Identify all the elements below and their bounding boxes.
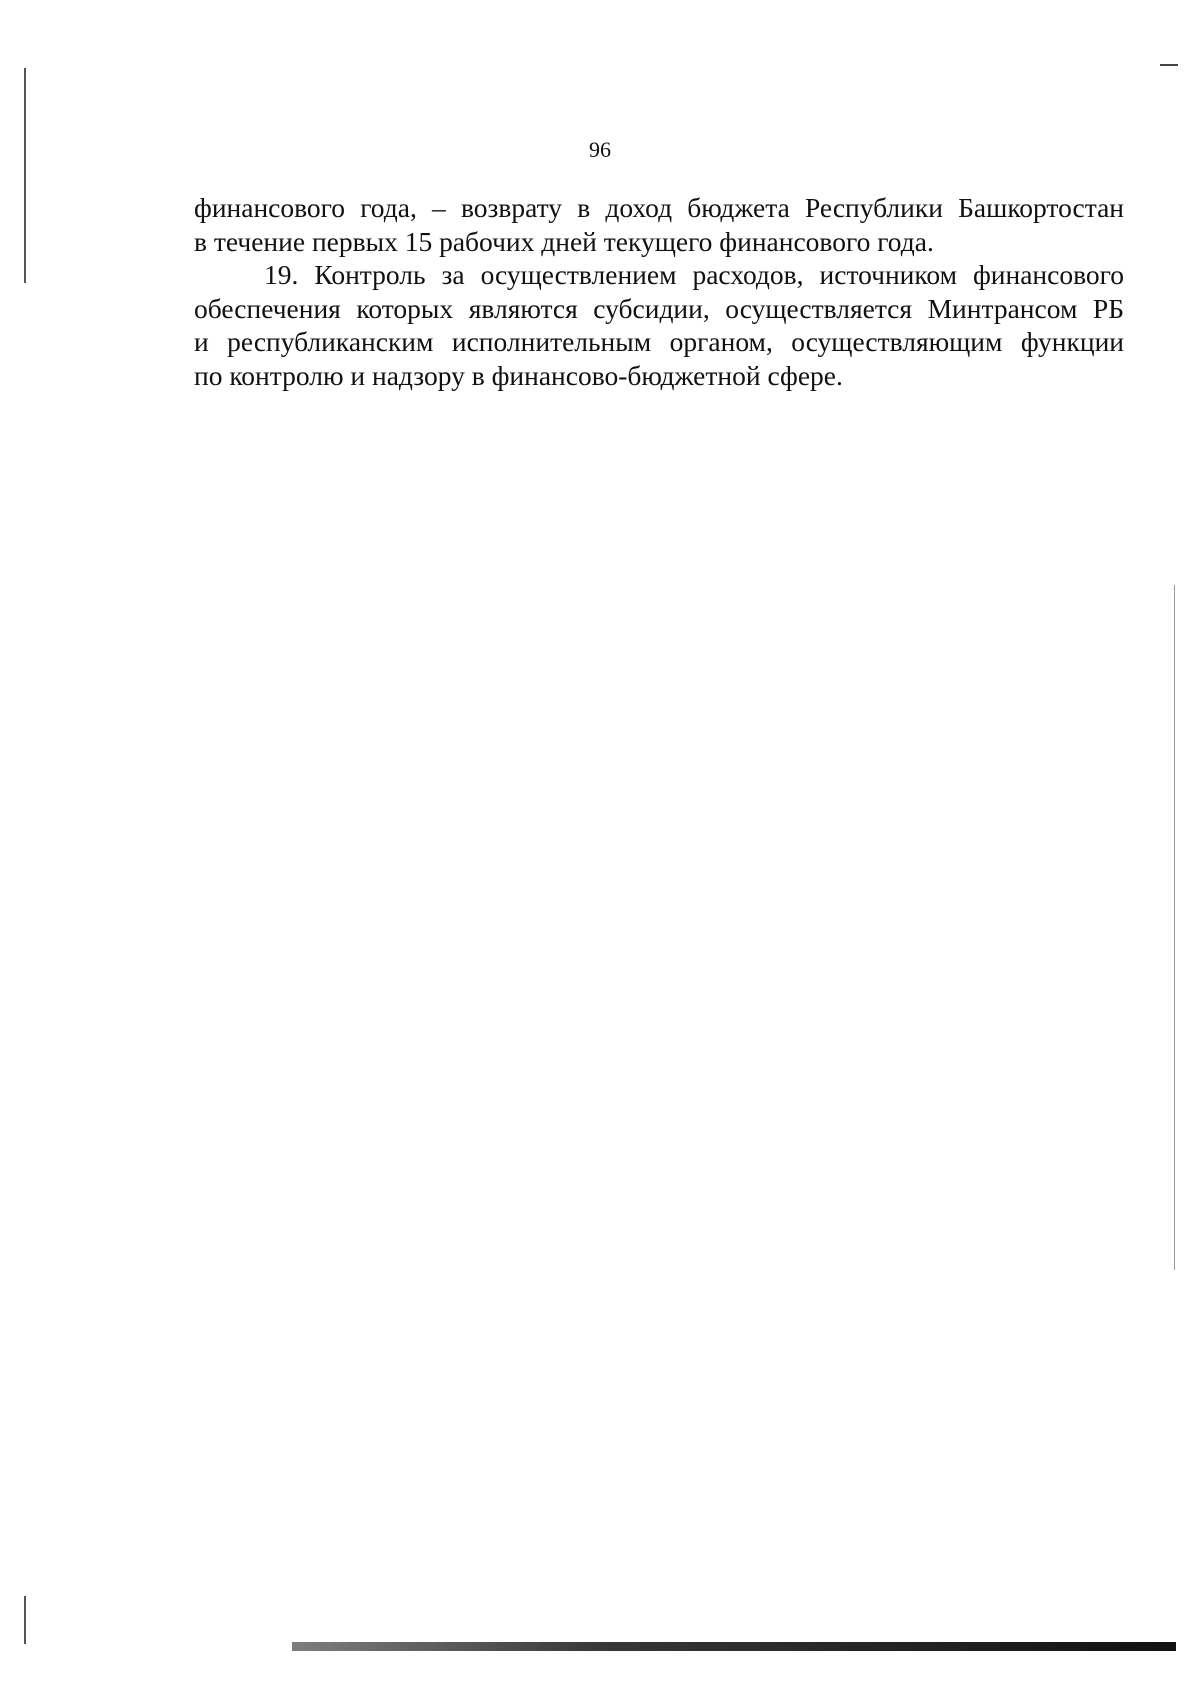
paragraph-2 (194, 258, 1124, 392)
paragraph-2-line-4: по контролю и надзору в финансово-бюджетной сфере. (194, 359, 843, 391)
paragraph-1-line-2: в течение первых 15 рабочих дней текущего финансового года. (194, 225, 934, 257)
scan-mark-top-right (1160, 64, 1178, 66)
paragraph-2-line-3: и республиканским исполнительным органом, осуществляющим функции (194, 326, 1124, 357)
document-body (194, 191, 1124, 392)
scan-bottom-rule (292, 1642, 1176, 1651)
paragraph-2-line-2: обеспечения которых являются субсидии, осуществляется Минтрансом РБ (194, 292, 1124, 324)
scan-edge-left-bottom (24, 1596, 26, 1644)
scan-edge-left-top (24, 68, 26, 283)
scan-edge-right (1174, 585, 1175, 1270)
paragraph-1 (194, 191, 1124, 258)
paragraph-1-line-1: финансового года, – возврату в доход бюджета Республики Башкортостан (194, 192, 1124, 223)
paragraph-2-line-1: 19. Контроль за осуществлением расходов, источником финансового (264, 259, 1124, 290)
page-number: 96 (589, 137, 611, 162)
